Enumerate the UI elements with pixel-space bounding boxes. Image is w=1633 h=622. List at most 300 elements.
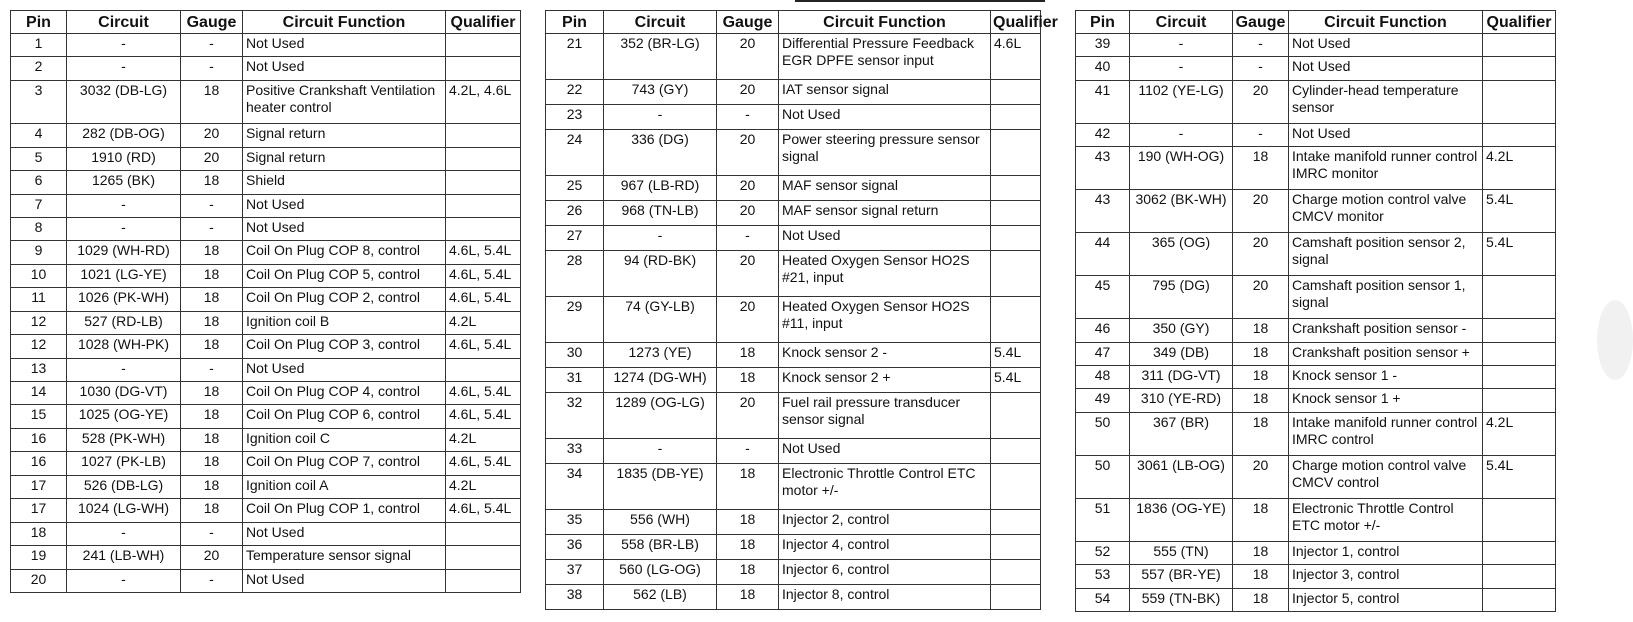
cell-circuit: - <box>67 569 181 592</box>
cell-gauge: - <box>181 57 243 80</box>
cell-gauge: 18 <box>181 171 243 194</box>
cell-circuit: 1102 (YE-LG) <box>1130 80 1233 123</box>
cell-pin: 50 <box>1076 455 1130 498</box>
cell-circuit: 311 (DG-VT) <box>1130 366 1233 389</box>
cell-pin: 35 <box>546 510 604 535</box>
cell-pin: 13 <box>11 358 67 381</box>
cell-pin: 22 <box>546 80 604 105</box>
cell-gauge: 18 <box>181 80 243 123</box>
cell-circuit-function: Injector 3, control <box>1289 565 1483 588</box>
cell-pin: 3 <box>11 80 67 123</box>
cell-pin: 10 <box>11 264 67 287</box>
table-row <box>11 382 521 405</box>
cell-circuit: 1026 (PK-WH) <box>67 288 181 311</box>
cell-pin: 31 <box>546 368 604 393</box>
cell-gauge: - <box>181 217 243 240</box>
cell-pin: 4 <box>11 124 67 147</box>
cell-circuit-function: Not Used <box>243 569 446 592</box>
table-row <box>11 475 521 498</box>
table-row <box>11 217 521 240</box>
cell-circuit-function: Coil On Plug COP 3, control <box>243 335 446 358</box>
table-row <box>1076 80 1556 123</box>
table-row <box>1076 565 1556 588</box>
table-row <box>546 80 1041 105</box>
cell-qualifier: 4.6L, 5.4L <box>446 264 521 287</box>
header-circuit-function: Circuit Function <box>779 11 991 34</box>
table-row <box>11 358 521 381</box>
cell-circuit: 1273 (YE) <box>604 343 717 368</box>
table-row <box>11 405 521 428</box>
cell-circuit-function: Knock sensor 2 - <box>779 343 991 368</box>
cell-circuit: 1029 (WH-RD) <box>67 241 181 264</box>
header-row <box>11 11 521 34</box>
cell-circuit-function: Signal return <box>243 147 446 170</box>
cell-qualifier <box>991 176 1041 201</box>
cell-gauge: 20 <box>717 34 779 80</box>
cell-circuit: - <box>1130 57 1233 80</box>
cell-gauge: - <box>181 569 243 592</box>
cell-pin: 47 <box>1076 342 1130 365</box>
cell-circuit: 562 (LB) <box>604 584 717 609</box>
cell-pin: 43 <box>1076 190 1130 233</box>
cell-qualifier <box>991 559 1041 584</box>
cell-qualifier <box>446 34 521 57</box>
cell-qualifier <box>991 464 1041 510</box>
cell-qualifier <box>1483 366 1556 389</box>
cell-qualifier <box>991 105 1041 130</box>
cell-pin: 21 <box>546 34 604 80</box>
cell-circuit-function: Not Used <box>243 194 446 217</box>
cell-pin: 7 <box>11 194 67 217</box>
cell-qualifier <box>446 358 521 381</box>
table-row <box>1076 34 1556 57</box>
cell-pin: 17 <box>11 499 67 522</box>
cell-circuit-function: Injector 8, control <box>779 584 991 609</box>
cell-pin: 42 <box>1076 123 1130 146</box>
cell-gauge: 20 <box>717 80 779 105</box>
cell-qualifier <box>1483 123 1556 146</box>
cell-qualifier: 4.2L <box>1483 147 1556 190</box>
cell-pin: 5 <box>11 147 67 170</box>
cell-qualifier <box>1483 588 1556 611</box>
table-row <box>546 535 1041 560</box>
table-row <box>546 584 1041 609</box>
cell-qualifier: 4.2L <box>446 428 521 451</box>
cell-circuit-function: Signal return <box>243 124 446 147</box>
cell-circuit: 558 (BR-LB) <box>604 535 717 560</box>
cell-qualifier <box>991 296 1041 342</box>
table-row <box>1076 412 1556 455</box>
cell-pin: 12 <box>11 311 67 334</box>
cell-circuit: 526 (DB-LG) <box>67 475 181 498</box>
cell-qualifier <box>446 57 521 80</box>
table-row <box>11 194 521 217</box>
cell-gauge: - <box>181 34 243 57</box>
header-gauge: Gauge <box>717 11 779 34</box>
cell-pin: 52 <box>1076 541 1130 564</box>
cell-circuit: 94 (RD-BK) <box>604 250 717 296</box>
table-row <box>546 225 1041 250</box>
table-row <box>11 546 521 569</box>
cell-circuit: - <box>67 522 181 545</box>
cell-circuit-function: Coil On Plug COP 7, control <box>243 452 446 475</box>
cell-gauge: - <box>717 439 779 464</box>
cell-gauge: 20 <box>717 201 779 226</box>
pin-table-1 <box>10 10 521 593</box>
cell-gauge: 20 <box>1233 276 1289 319</box>
cell-circuit: 1836 (OG-YE) <box>1130 498 1233 541</box>
table-row <box>11 241 521 264</box>
cell-pin: 16 <box>11 428 67 451</box>
table-row <box>546 34 1041 80</box>
cell-circuit-function: Camshaft position sensor 2, signal <box>1289 233 1483 276</box>
table-row <box>11 124 521 147</box>
cell-pin: 24 <box>546 129 604 175</box>
cell-gauge: 18 <box>181 452 243 475</box>
cell-pin: 44 <box>1076 233 1130 276</box>
cell-gauge: 20 <box>1233 80 1289 123</box>
header-pin: Pin <box>11 11 67 34</box>
cell-circuit-function: Not Used <box>1289 34 1483 57</box>
cell-pin: 25 <box>546 176 604 201</box>
cell-gauge: 18 <box>717 535 779 560</box>
table-row <box>546 510 1041 535</box>
cell-qualifier: 4.2L, 4.6L <box>446 80 521 123</box>
cell-qualifier <box>1483 276 1556 319</box>
cell-gauge: 20 <box>717 392 779 438</box>
header-qualifier: Qualifier <box>446 11 521 34</box>
cell-qualifier <box>1483 57 1556 80</box>
table-row <box>11 171 521 194</box>
table-row <box>1076 147 1556 190</box>
cell-pin: 33 <box>546 439 604 464</box>
header-pin: Pin <box>546 11 604 34</box>
scan-glare <box>1597 300 1633 380</box>
cell-circuit: 365 (OG) <box>1130 233 1233 276</box>
cell-circuit-function: Positive Crankshaft Ventilation heater control <box>243 80 446 123</box>
cell-circuit-function: Injector 1, control <box>1289 541 1483 564</box>
table-row <box>11 569 521 592</box>
cell-gauge: 18 <box>717 559 779 584</box>
table-row <box>11 264 521 287</box>
cell-circuit: 1024 (LG-WH) <box>67 499 181 522</box>
cell-circuit-function: Crankshaft position sensor - <box>1289 319 1483 342</box>
cell-circuit-function: Injector 2, control <box>779 510 991 535</box>
cell-pin: 28 <box>546 250 604 296</box>
cell-circuit-function: Injector 6, control <box>779 559 991 584</box>
cell-circuit: 310 (YE-RD) <box>1130 389 1233 412</box>
table-row <box>11 288 521 311</box>
cell-gauge: 18 <box>717 368 779 393</box>
cell-pin: 43 <box>1076 147 1130 190</box>
cell-circuit-function: Cylinder-head temperature sensor <box>1289 80 1483 123</box>
cell-circuit-function: Intake manifold runner control IMRC control <box>1289 412 1483 455</box>
cell-pin: 8 <box>11 217 67 240</box>
cell-gauge: 20 <box>717 176 779 201</box>
table-row <box>1076 57 1556 80</box>
cell-gauge: - <box>181 522 243 545</box>
cell-circuit-function: Not Used <box>243 358 446 381</box>
cell-circuit: 1265 (BK) <box>67 171 181 194</box>
cell-gauge: 18 <box>181 335 243 358</box>
cell-qualifier: 4.6L, 5.4L <box>446 382 521 405</box>
cell-gauge: 18 <box>181 405 243 428</box>
cell-qualifier <box>991 535 1041 560</box>
table-row <box>546 201 1041 226</box>
cell-circuit-function: Coil On Plug COP 1, control <box>243 499 446 522</box>
table-row <box>546 250 1041 296</box>
cell-circuit: 3061 (LB-OG) <box>1130 455 1233 498</box>
cell-circuit: 1021 (LG-YE) <box>67 264 181 287</box>
cell-circuit: 349 (DB) <box>1130 342 1233 365</box>
cell-circuit-function: Not Used <box>1289 57 1483 80</box>
cell-gauge: 18 <box>181 475 243 498</box>
cell-gauge: 18 <box>181 499 243 522</box>
table-row <box>546 343 1041 368</box>
table-row <box>1076 276 1556 319</box>
cell-pin: 11 <box>11 288 67 311</box>
cell-qualifier <box>446 194 521 217</box>
cell-pin: 15 <box>11 405 67 428</box>
cell-circuit: 336 (DG) <box>604 129 717 175</box>
cell-qualifier <box>446 217 521 240</box>
cell-circuit-function: Heated Oxygen Sensor HO2S #21, input <box>779 250 991 296</box>
cell-circuit-function: Electronic Throttle Control ETC motor +/- <box>1289 498 1483 541</box>
cell-circuit-function: Coil On Plug COP 8, control <box>243 241 446 264</box>
cell-pin: 37 <box>546 559 604 584</box>
cell-pin: 48 <box>1076 366 1130 389</box>
header-row <box>546 11 1041 34</box>
cell-circuit: 1030 (DG-VT) <box>67 382 181 405</box>
cell-gauge: 18 <box>181 382 243 405</box>
cell-gauge: - <box>181 358 243 381</box>
cell-qualifier: 5.4L <box>991 368 1041 393</box>
cell-pin: 51 <box>1076 498 1130 541</box>
cell-gauge: 18 <box>717 510 779 535</box>
table-row <box>546 105 1041 130</box>
cell-qualifier <box>991 250 1041 296</box>
cell-circuit-function: Not Used <box>1289 123 1483 146</box>
cell-circuit: 3062 (BK-WH) <box>1130 190 1233 233</box>
cell-gauge: 18 <box>1233 147 1289 190</box>
cell-circuit-function: Not Used <box>243 34 446 57</box>
cell-qualifier <box>991 510 1041 535</box>
cell-circuit-function: Coil On Plug COP 2, control <box>243 288 446 311</box>
cell-qualifier: 5.4L <box>991 343 1041 368</box>
cell-circuit: 743 (GY) <box>604 80 717 105</box>
cell-qualifier <box>446 147 521 170</box>
table-row <box>546 129 1041 175</box>
cell-qualifier <box>991 201 1041 226</box>
cell-circuit: 1025 (OG-YE) <box>67 405 181 428</box>
table-row <box>11 80 521 123</box>
cell-circuit-function: Power steering pressure sensor signal <box>779 129 991 175</box>
cell-gauge: 18 <box>181 311 243 334</box>
cell-circuit: 967 (LB-RD) <box>604 176 717 201</box>
cell-pin: 20 <box>11 569 67 592</box>
cell-circuit-function: Shield <box>243 171 446 194</box>
cell-circuit-function: Temperature sensor signal <box>243 546 446 569</box>
cell-pin: 1 <box>11 34 67 57</box>
cell-circuit: 557 (BR-YE) <box>1130 565 1233 588</box>
cell-gauge: 18 <box>717 343 779 368</box>
cell-pin: 50 <box>1076 412 1130 455</box>
cell-circuit-function: Fuel rail pressure transducer sensor signal <box>779 392 991 438</box>
cell-circuit-function: MAF sensor signal <box>779 176 991 201</box>
table-row <box>11 428 521 451</box>
cell-pin: 2 <box>11 57 67 80</box>
cell-circuit: - <box>604 225 717 250</box>
cell-circuit: - <box>604 105 717 130</box>
table-row <box>1076 319 1556 342</box>
cell-qualifier <box>1483 541 1556 564</box>
cell-pin: 6 <box>11 171 67 194</box>
header-circuit-function: Circuit Function <box>243 11 446 34</box>
cell-pin: 17 <box>11 475 67 498</box>
cell-circuit-function: Knock sensor 1 - <box>1289 366 1483 389</box>
cell-circuit-function: Coil On Plug COP 5, control <box>243 264 446 287</box>
cell-circuit-function: IAT sensor signal <box>779 80 991 105</box>
cell-qualifier <box>1483 498 1556 541</box>
cell-circuit: 1028 (WH-PK) <box>67 335 181 358</box>
top-rule <box>795 0 1045 2</box>
cell-pin: 14 <box>11 382 67 405</box>
cell-pin: 46 <box>1076 319 1130 342</box>
cell-circuit: 1274 (DG-WH) <box>604 368 717 393</box>
cell-gauge: 20 <box>717 129 779 175</box>
cell-gauge: 20 <box>717 250 779 296</box>
table-row <box>546 296 1041 342</box>
table-row <box>1076 455 1556 498</box>
cell-qualifier <box>1483 342 1556 365</box>
cell-circuit-function: Coil On Plug COP 4, control <box>243 382 446 405</box>
header-gauge: Gauge <box>1233 11 1289 34</box>
cell-qualifier: 4.6L, 5.4L <box>446 241 521 264</box>
cell-gauge: 18 <box>181 264 243 287</box>
cell-qualifier: 4.6L, 5.4L <box>446 335 521 358</box>
cell-circuit: 350 (GY) <box>1130 319 1233 342</box>
cell-pin: 36 <box>546 535 604 560</box>
table-row <box>1076 541 1556 564</box>
table-row <box>1076 342 1556 365</box>
cell-gauge: 18 <box>1233 565 1289 588</box>
cell-circuit: 3032 (DB-LG) <box>67 80 181 123</box>
cell-pin: 26 <box>546 201 604 226</box>
header-qualifier: Qualifier <box>1483 11 1556 34</box>
cell-qualifier: 4.6L, 5.4L <box>446 499 521 522</box>
cell-qualifier <box>1483 80 1556 123</box>
cell-circuit: 1027 (PK-LB) <box>67 452 181 475</box>
cell-circuit-function: Charge motion control valve CMCV monitor <box>1289 190 1483 233</box>
cell-circuit: - <box>67 34 181 57</box>
cell-circuit: - <box>67 194 181 217</box>
cell-circuit-function: Knock sensor 2 + <box>779 368 991 393</box>
cell-qualifier <box>1483 565 1556 588</box>
cell-pin: 54 <box>1076 588 1130 611</box>
cell-pin: 30 <box>546 343 604 368</box>
cell-qualifier: 5.4L <box>1483 455 1556 498</box>
cell-circuit: 795 (DG) <box>1130 276 1233 319</box>
cell-pin: 32 <box>546 392 604 438</box>
cell-gauge: 20 <box>717 296 779 342</box>
cell-qualifier: 4.6L, 5.4L <box>446 405 521 428</box>
cell-circuit: - <box>67 57 181 80</box>
header-gauge: Gauge <box>181 11 243 34</box>
cell-circuit-function: Differential Pressure Feedback EGR DPFE sensor input <box>779 34 991 80</box>
cell-circuit-function: Knock sensor 1 + <box>1289 389 1483 412</box>
cell-circuit: 282 (DB-OG) <box>67 124 181 147</box>
cell-circuit: 527 (RD-LB) <box>67 311 181 334</box>
cell-circuit-function: Injector 5, control <box>1289 588 1483 611</box>
cell-qualifier <box>1483 389 1556 412</box>
table-row <box>546 439 1041 464</box>
table-row <box>546 464 1041 510</box>
cell-circuit: 560 (LG-OG) <box>604 559 717 584</box>
cell-gauge: 20 <box>1233 190 1289 233</box>
table-row <box>11 34 521 57</box>
cell-qualifier <box>991 392 1041 438</box>
cell-qualifier <box>991 439 1041 464</box>
cell-gauge: 18 <box>1233 319 1289 342</box>
cell-gauge: - <box>1233 57 1289 80</box>
table-row <box>11 147 521 170</box>
cell-gauge: 18 <box>181 288 243 311</box>
pin-table-2 <box>545 10 1058 610</box>
cell-pin: 19 <box>11 546 67 569</box>
cell-circuit: 241 (LB-WH) <box>67 546 181 569</box>
cell-qualifier <box>991 129 1041 175</box>
cell-gauge: 18 <box>1233 588 1289 611</box>
cell-circuit-function: Ignition coil A <box>243 475 446 498</box>
cell-circuit-function: Intake manifold runner control IMRC monitor <box>1289 147 1483 190</box>
cell-qualifier <box>1483 34 1556 57</box>
cell-circuit-function: Crankshaft position sensor + <box>1289 342 1483 365</box>
table-row <box>1076 389 1556 412</box>
cell-circuit-function: Not Used <box>243 217 446 240</box>
table-row <box>11 335 521 358</box>
cell-circuit: - <box>604 439 717 464</box>
header-circuit-function: Circuit Function <box>1289 11 1483 34</box>
table-row <box>1076 588 1556 611</box>
cell-qualifier <box>446 171 521 194</box>
cell-circuit-function: Not Used <box>779 439 991 464</box>
table-row <box>546 368 1041 393</box>
table-row <box>1076 498 1556 541</box>
cell-gauge: - <box>1233 123 1289 146</box>
cell-circuit: 528 (PK-WH) <box>67 428 181 451</box>
header-circuit: Circuit <box>67 11 181 34</box>
cell-gauge: - <box>1233 34 1289 57</box>
cell-circuit-function: Ignition coil C <box>243 428 446 451</box>
cell-gauge: 18 <box>717 464 779 510</box>
cell-gauge: 18 <box>1233 412 1289 455</box>
table-row <box>11 311 521 334</box>
cell-pin: 53 <box>1076 565 1130 588</box>
cell-circuit: 352 (BR-LG) <box>604 34 717 80</box>
cell-gauge: 18 <box>1233 389 1289 412</box>
cell-gauge: 18 <box>181 241 243 264</box>
cell-circuit-function: Not Used <box>243 57 446 80</box>
cell-gauge: 18 <box>181 428 243 451</box>
cell-pin: 18 <box>11 522 67 545</box>
table-row <box>11 452 521 475</box>
cell-circuit: - <box>1130 34 1233 57</box>
cell-gauge: - <box>181 194 243 217</box>
cell-qualifier <box>446 569 521 592</box>
cell-qualifier <box>1483 319 1556 342</box>
cell-gauge: 20 <box>181 147 243 170</box>
cell-gauge: 20 <box>1233 233 1289 276</box>
